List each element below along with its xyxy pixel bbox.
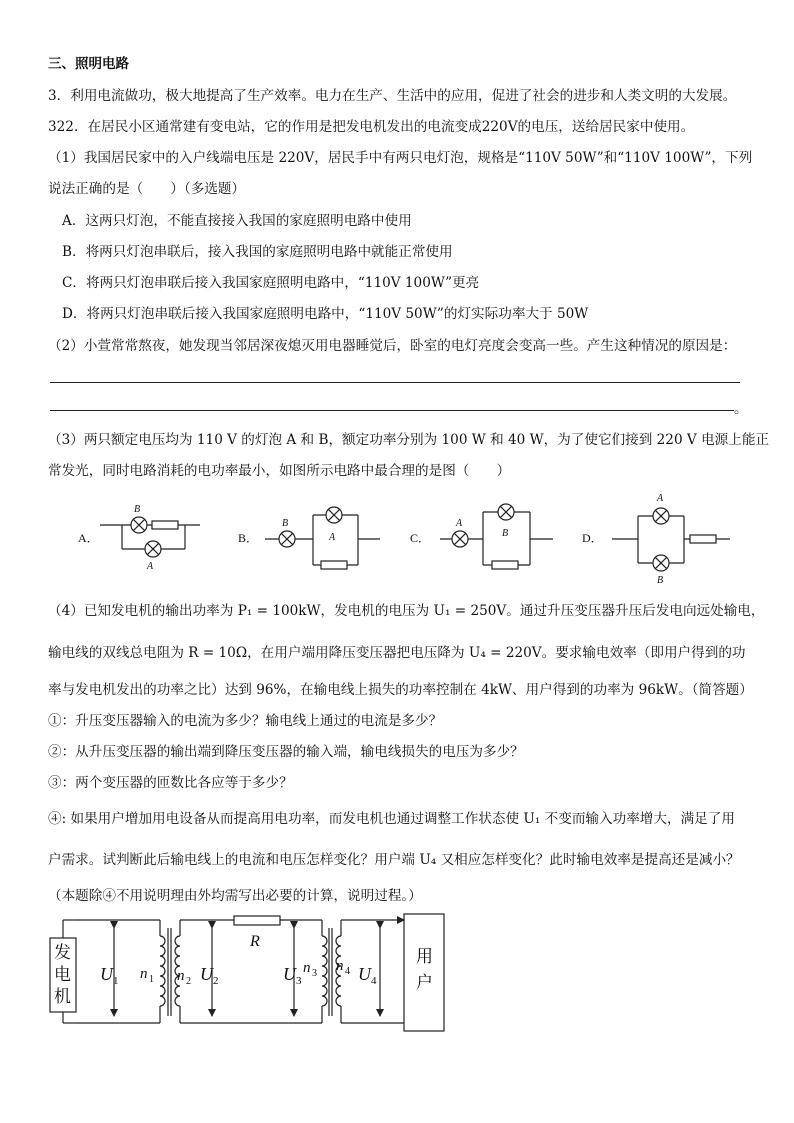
q2-line-1: （2）小萱常常熬夜，她发现当邻居深夜熄灭用电器睡觉后，卧室的电灯亮度会变高一些。产生这种情况的原因是： — [48, 338, 737, 354]
lamp-label: B — [657, 575, 664, 586]
lamp-icon — [653, 508, 669, 524]
q1-option-d: D．将两只灯泡串联后接入我国家庭照明电路中，“110V 50W”的灯实际功率大于 50W — [62, 306, 589, 322]
label-n2-sub: 2 — [186, 976, 191, 987]
section-title: 三、照明电路 — [48, 56, 129, 72]
lamp-label: A — [657, 493, 664, 504]
q4-line-3: 率与发电机发出的功率之比）达到 96%，在输电线上损失的功率控制在 4kW、用户得到的功率为 96kW。（简答题） — [48, 682, 753, 698]
label-U4: U — [358, 964, 371, 984]
label-n4: n — [336, 958, 344, 974]
generator-label: 电 — [54, 965, 71, 984]
lamp-label: A — [147, 561, 154, 572]
lamp-label: B — [502, 528, 509, 539]
q4-sub-1: ①：升压变压器输入的电流为多少？输电线上通过的电流是多少？ — [48, 713, 443, 729]
label-U1-sub: 1 — [113, 975, 119, 987]
q3-line-1: （3）两只额定电压均为 110 V 的灯泡 A 和 B，额定功率分别为 100 W 和 40 W，为了使它们接到 220 V 电源上能正 — [48, 432, 770, 448]
answer-line-1 — [50, 382, 740, 383]
label-n1-sub: 1 — [149, 974, 154, 985]
lamp-label: A — [456, 518, 463, 529]
q1-option-a: A．这两只灯泡，不能直接接入我国的家庭照明电路中使用 — [62, 213, 412, 229]
label-n1: n — [140, 966, 148, 982]
lamp-icon — [498, 504, 514, 520]
label-n2: n — [177, 968, 185, 984]
generator-label: 发 — [54, 943, 71, 962]
intro-line-2: 322．在居民小区通常建有变电站，它的作用是把发电机发出的电流变成220V的电压，送给居民家中使用。 — [48, 119, 695, 135]
option-label-a: A． — [78, 531, 99, 545]
circuit-d — [612, 516, 730, 563]
q1-option-b: B．将两只灯泡串联后，接入我国的家庭照明电路中就能正常使用 — [62, 244, 453, 260]
power-transmission-diagram — [0, 908, 794, 1038]
q4-sub-4-line-1: ④: 如果用户增加用电设备从而提高用电功率，而发电机也通过调整工作状态使 U₁ 不变而输入功率增大，满足了用 — [48, 811, 735, 827]
lamp-label: A — [329, 532, 336, 543]
q4-note: （本题除④不用说明理由外均需写出必要的计算，说明过程。） — [48, 888, 422, 904]
label-U4-sub: 4 — [371, 975, 377, 987]
label-U2-sub: 2 — [213, 975, 219, 987]
lamp-circuit-options — [0, 485, 794, 590]
q4-sub-4-line-2: 户需求。试判断此后输电线上的电流和电压怎样变化？用户端 U₄ 又相应怎样变化？此时输电效率是提高还是减小？ — [48, 852, 740, 868]
label-U3-sub: 3 — [296, 975, 302, 987]
lamp-icon — [131, 517, 147, 533]
label-U2: U — [200, 964, 213, 984]
lamp-icon — [452, 531, 468, 547]
lamp-icon — [326, 507, 342, 523]
q1-line-2: 说法正确的是（ ）（多选题） — [48, 181, 246, 197]
user-label: 用 — [416, 947, 433, 966]
lamp-icon — [145, 541, 161, 557]
generator-label: 机 — [54, 987, 71, 1006]
q1-line-1: （1）我国居民家中的入户线端电压是 220V，居民手中有两只电灯泡，规格是“110V 50W”和“110V 100W”，下列 — [48, 150, 753, 166]
user-label: 户 — [416, 973, 433, 992]
q2-end-mark: 。 — [734, 401, 748, 417]
q4-line-1: （4）已知发电机的输出功率为 P₁ = 100kW，发电机的电压为 U₁ = 250V。通过升压变压器升压后发电向远处输电， — [48, 603, 765, 619]
label-R: R — [250, 933, 260, 950]
label-n3-sub: 3 — [312, 968, 317, 979]
option-label-c: C． — [410, 531, 431, 545]
resistor-R — [234, 916, 280, 925]
q3-line-2: 常发光，同时电路消耗的电功率最小，如图所示电路中最合理的是图（ ） — [48, 463, 511, 479]
intro-line-1: 3．利用电流做功，极大地提高了生产效率。电力在生产、生活中的应用，促进了社会的进步和人类文明的大发展。 — [48, 88, 737, 104]
label-U1: U — [100, 964, 113, 984]
option-label-b: B． — [238, 531, 259, 545]
q1-option-c: C．将两只灯泡串联后接入我国家庭照明电路中，“110V 100W”更亮 — [62, 275, 480, 291]
option-label-d: D． — [582, 531, 603, 545]
label-U3: U — [283, 964, 296, 984]
label-n4-sub: 4 — [345, 966, 350, 977]
lamp-icon — [279, 531, 295, 547]
q4-sub-3: ③：两个变压器的匝数比各应等于多少？ — [48, 775, 293, 791]
q4-sub-2: ②：从升压变压器的输出端到降压变压器的输入端，输电线损失的电压为多少？ — [48, 744, 524, 760]
label-n3: n — [303, 960, 311, 976]
lamp-icon — [653, 555, 669, 571]
q4-line-2: 输电线的双线总电阻为 R = 10Ω，在用户端用降压变压器把电压降为 U₄ = 220V。要求输电效率（即用户得到的功 — [48, 645, 746, 661]
lamp-label: B — [134, 504, 141, 515]
answer-line-2 — [50, 410, 734, 411]
lamp-label: B — [282, 518, 289, 529]
